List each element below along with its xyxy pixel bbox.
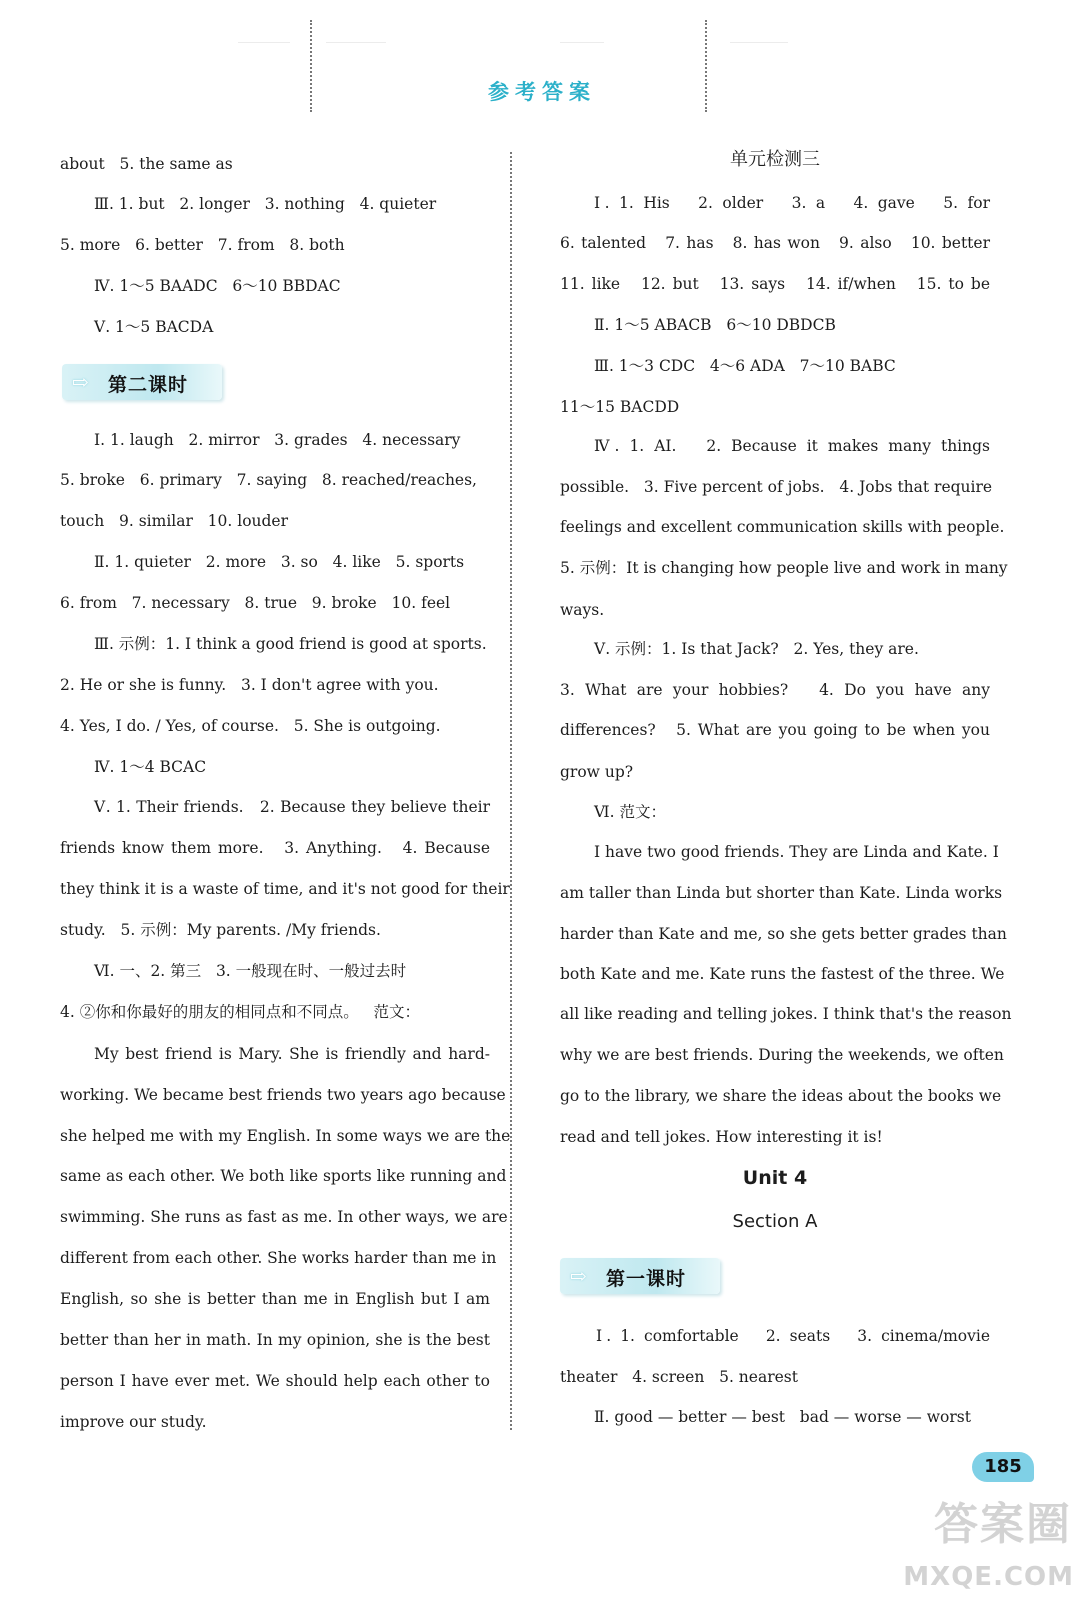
left-answer-line: Ⅵ. 一、2. 第三 3. 一般现在时、一般过去时: [94, 962, 407, 980]
right-answer-line: both Kate and me. Kate runs the fastest of the three. We: [560, 965, 1005, 983]
right-answer-line: I have two good friends. They are Linda and Kate. I: [594, 843, 999, 861]
right-answer-line: theater 4. screen 5. nearest: [560, 1368, 798, 1386]
right-answer-line: Ⅴ. 示例：1. Is that Jack? 2. Yes, they are.: [594, 640, 919, 658]
right-answer-line: 6. talented 7. has 8. has won 9. also 10. better: [560, 234, 990, 252]
arrow-right-icon: ⇨: [570, 1264, 587, 1288]
left-answer-line: Ⅱ. 1. quieter 2. more 3. so 4. like 5. sports: [94, 553, 465, 571]
right-answer-line: Ⅰ. 1. His 2. older 3. a 4. gave 5. for: [594, 194, 990, 212]
right-answer-line: feelings and excellent communication skills with people.: [560, 518, 1005, 536]
right-answer-line: harder than Kate and me, so she gets better grades than: [560, 925, 1007, 943]
left-lesson-banner: [62, 364, 222, 400]
left-answer-line: Ⅰ. 1. laugh 2. mirror 3. grades 4. necessary: [94, 431, 461, 449]
right-answer-line: 3. What are your hobbies? 4. Do you have any: [560, 681, 990, 699]
lesson-banner-label: 第二课时: [108, 374, 189, 396]
header-rule-mid-1: [326, 42, 386, 43]
header-rule-right: [730, 42, 788, 43]
right-answer-line: all like reading and telling jokes. I think that's the reason: [560, 1005, 1012, 1023]
left-answer-line: English, so she is better than me in English but I am: [60, 1290, 490, 1308]
left-answer-line: working. We became best friends two years ago because: [60, 1086, 506, 1104]
left-answer-line: Ⅲ. 1. but 2. longer 3. nothing 4. quieter: [94, 195, 437, 213]
right-answer-line: Ⅲ. 1～3 CDC 4～6 ADA 7～10 BABC: [594, 357, 896, 375]
left-answer-line: swimming. She runs as fast as me. In other ways, we are: [60, 1208, 508, 1226]
right-lesson-banner: [560, 1258, 720, 1294]
left-answer-line: about 5. the same as: [60, 155, 233, 173]
left-answer-line: improve our study.: [60, 1413, 207, 1431]
right-answer-line: 单元检测三: [730, 149, 820, 170]
left-answer-line: person I have ever met. We should help each other to: [60, 1372, 490, 1390]
left-answer-line: Ⅲ. 示例：1. I think a good friend is good at sports.: [94, 635, 487, 653]
right-answer-line: Ⅰ. 1. comfortable 2. seats 3. cinema/movie: [596, 1327, 990, 1345]
left-answer-line: Ⅴ. 1. Their friends. 2. Because they believe their: [94, 798, 490, 816]
left-answer-line: 4. Yes, I do. / Yes, of course. 5. She is outgoing.: [60, 717, 441, 735]
right-answer-line: Section A: [732, 1211, 818, 1232]
right-answer-line: go to the library, we share the ideas about the books we: [560, 1087, 1002, 1105]
left-answer-line: friends know them more. 3. Anything. 4. Because: [60, 839, 490, 857]
right-answer-line: am taller than Linda but shorter than Kate. Linda works: [560, 884, 1003, 902]
right-answer-line: possible. 3. Five percent of jobs. 4. Jobs that require: [560, 478, 993, 496]
left-answer-line: 2. He or she is funny. 3. I don't agree with you.: [60, 676, 439, 694]
left-answer-line: better than her in math. In my opinion, she is the best: [60, 1331, 490, 1349]
right-answer-line: Ⅱ. good — better — best bad — worse — worst: [594, 1408, 971, 1426]
right-answer-line: 11. like 12. but 13. says 14. if/when 15. to be: [560, 275, 990, 293]
left-answer-line: different from each other. She works harder than me in: [60, 1249, 497, 1267]
page-number-badge: 185: [972, 1452, 1034, 1482]
left-answer-line: Ⅳ. 1～5 BAADC 6～10 BBDAC: [94, 277, 341, 295]
watermark-text: 答案圈: [934, 1499, 1072, 1550]
left-answer-line: My best friend is Mary. She is friendly and hard-: [94, 1045, 490, 1063]
header-rule-mid-2: [560, 42, 604, 43]
header-rule-left: [238, 42, 290, 43]
right-answer-line: ways.: [560, 601, 605, 619]
left-answer-line: 4. ②你和你最好的朋友的相同点和不同点。 范文：: [60, 1003, 420, 1021]
left-answer-line: study. 5. 示例：My parents. /My friends.: [60, 921, 381, 939]
left-answer-line: 5. broke 6. primary 7. saying 8. reached/reaches,: [60, 471, 477, 489]
right-answer-line: Unit 4: [742, 1167, 808, 1189]
left-answer-line: they think it is a waste of time, and it's not good for their: [60, 880, 510, 898]
watermark-logo: [885, 1488, 1080, 1596]
right-answer-line: Ⅱ. 1～5 ABACB 6～10 DBDCB: [594, 316, 836, 334]
right-answer-line: why we are best friends. During the weekends, we often: [560, 1046, 1004, 1064]
left-answer-line: touch 9. similar 10. louder: [60, 512, 289, 530]
left-answer-line: 5. more 6. better 7. from 8. both: [60, 236, 345, 254]
left-answer-line: Ⅳ. 1～4 BCAC: [94, 758, 207, 776]
right-answer-line: Ⅵ. 范文：: [594, 803, 666, 821]
lesson-banner-label: 第一课时: [606, 1268, 687, 1290]
right-answer-line: differences? 5. What are you going to be when you: [560, 721, 990, 739]
right-answer-line: read and tell jokes. How interesting it is!: [560, 1128, 883, 1146]
right-answer-line: grow up?: [560, 763, 634, 781]
right-answer-line: 11～15 BACDD: [560, 398, 680, 416]
left-answer-line: she helped me with my English. In some ways we are the: [60, 1127, 511, 1145]
right-answer-line: 5. 示例：It is changing how people live and work in many: [560, 559, 1008, 577]
arrow-right-icon: ⇨: [72, 370, 89, 394]
right-answer-line: Ⅳ. 1. AI. 2. Because it makes many things: [594, 437, 990, 455]
column-divider: [510, 152, 512, 1430]
left-answer-line: 6. from 7. necessary 8. true 9. broke 10. feel: [60, 594, 451, 612]
page-header-title: 参考答案: [488, 80, 596, 104]
watermark-url: MXQE.COM: [903, 1562, 1074, 1592]
left-answer-line: Ⅴ. 1～5 BACDA: [94, 318, 214, 336]
left-answer-line: same as each other. We both like sports like running and: [60, 1167, 507, 1185]
